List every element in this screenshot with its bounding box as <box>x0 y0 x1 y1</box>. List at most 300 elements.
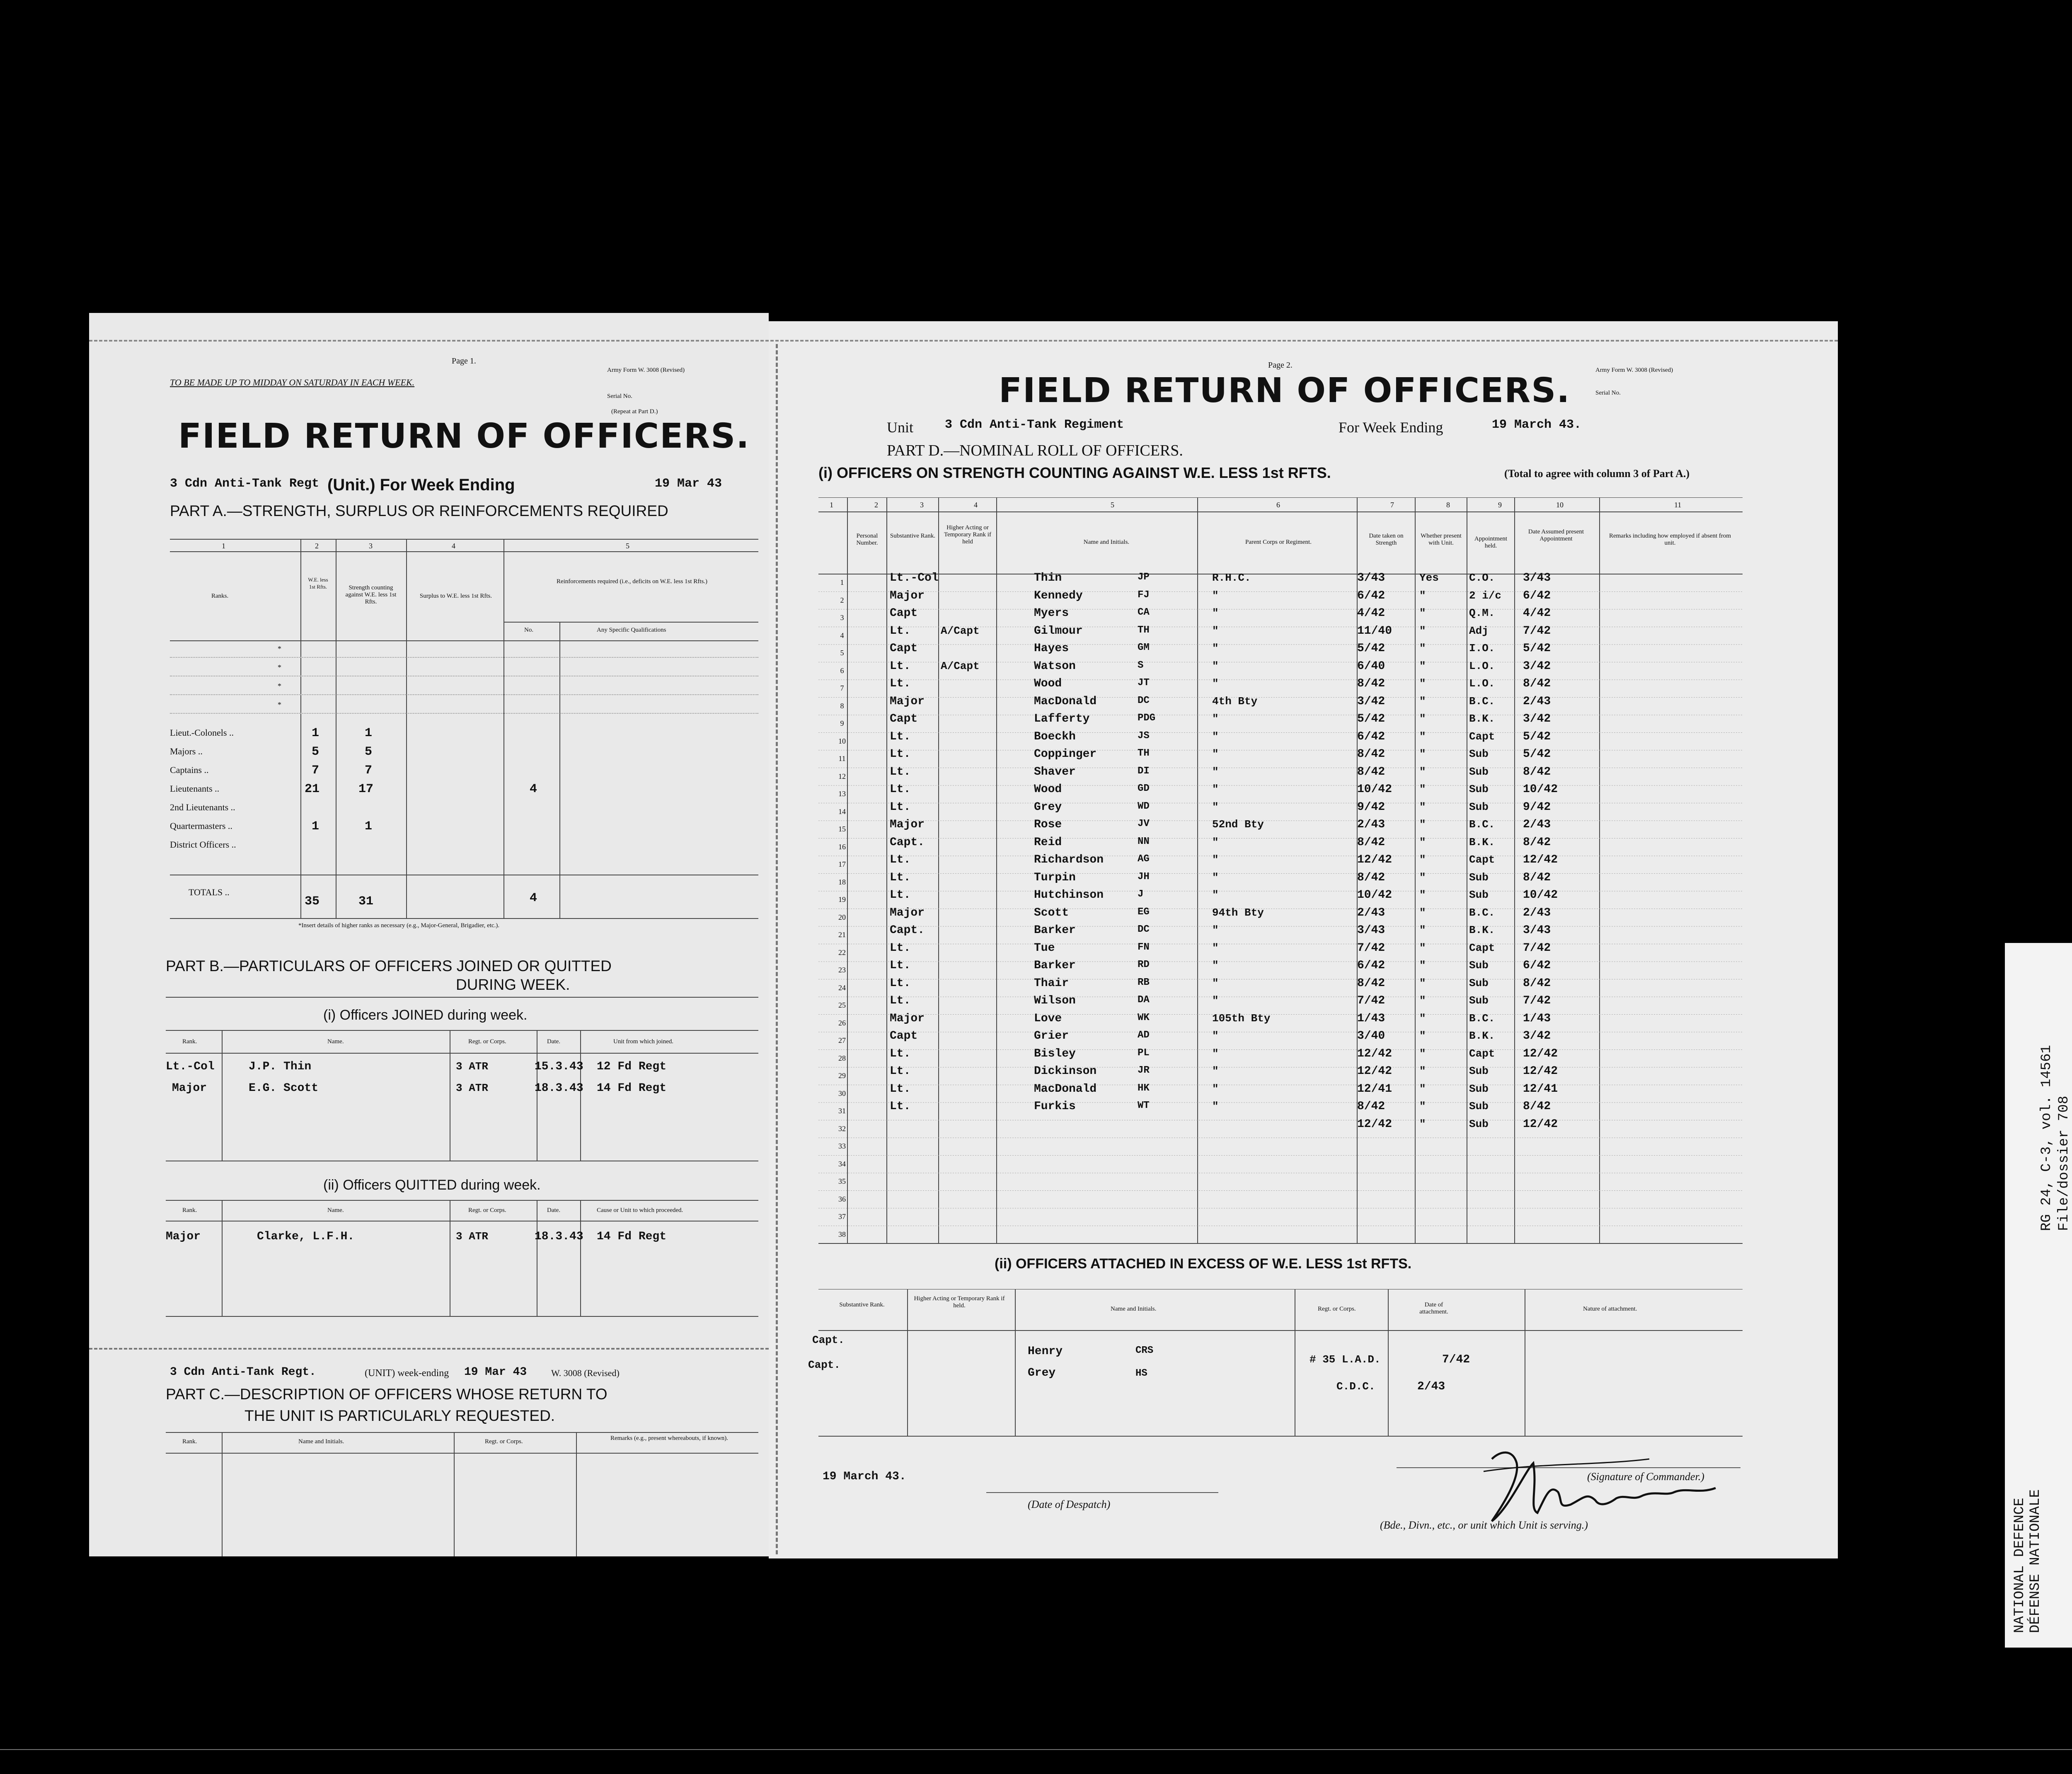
substantive-rank: Capt. <box>890 836 925 849</box>
officer-initials: WK <box>1138 1012 1150 1023</box>
quitted-col-line <box>222 1200 223 1316</box>
date-on-strength: 10/42 <box>1357 783 1392 796</box>
appointment: Sub <box>1469 959 1489 972</box>
unit-label-p2: Unit <box>887 419 914 436</box>
roll-col-number: 1 <box>830 501 833 509</box>
part-b-rule <box>166 997 758 998</box>
date-on-strength: 11/40 <box>1357 624 1392 637</box>
appointment: L.O. <box>1469 677 1495 690</box>
date-on-strength: 12/42 <box>1357 1065 1392 1078</box>
date-on-strength: 7/42 <box>1357 994 1385 1007</box>
page-two-label: Page 2. <box>1268 361 1293 370</box>
officer-name: Lafferty <box>1034 713 1090 725</box>
officer-initials: TH <box>1138 624 1150 636</box>
signature-label: (Signature of Commander.) <box>1587 1471 1704 1483</box>
present-with-unit: " <box>1419 1117 1426 1130</box>
attached-date: 2/43 <box>1417 1380 1445 1393</box>
row-number: 14 <box>838 807 846 816</box>
roll-col-number: 2 <box>874 501 878 509</box>
appointment: B.K. <box>1469 713 1495 725</box>
quitted-header-name: Name. <box>327 1207 344 1214</box>
joined-rank: Lt.-Col <box>166 1060 215 1073</box>
strength-value: 17 <box>358 782 374 796</box>
substantive-rank: Lt. <box>890 659 911 673</box>
perforation-line <box>89 340 1838 342</box>
appointment: B.C. <box>1469 1012 1495 1025</box>
joined-date: 18.3.43 <box>535 1082 583 1095</box>
date-on-strength: 5/42 <box>1357 713 1385 725</box>
part-a-header-rule <box>170 640 758 641</box>
parent-corps: " <box>1212 977 1219 989</box>
part-a-col-number: 4 <box>452 542 455 550</box>
date-assumed: 8/42 <box>1523 765 1551 778</box>
date-assumed: 5/42 <box>1523 642 1551 655</box>
present-with-unit: " <box>1419 713 1426 725</box>
row-number: 35 <box>838 1177 846 1185</box>
row-number: 16 <box>838 842 846 851</box>
totals-we: 35 <box>305 894 320 909</box>
date-assumed: 2/43 <box>1523 906 1551 919</box>
date-on-strength: 12/42 <box>1357 853 1392 866</box>
present-with-unit: " <box>1419 607 1426 619</box>
row-number: 33 <box>838 1142 846 1150</box>
appointment: L.O. <box>1469 659 1495 672</box>
officer-name: Grier <box>1034 1030 1069 1042</box>
asterisk-marker: * <box>278 663 281 671</box>
officer-initials: DI <box>1138 765 1150 777</box>
roll-col-number: 9 <box>1498 501 1502 509</box>
row-rule <box>170 657 758 658</box>
roll-col-number: 4 <box>974 501 978 509</box>
qualifications-header: Any Specific Qualifications <box>597 627 666 633</box>
part-a-subhead-rule <box>170 551 758 552</box>
officer-name: Tue <box>1034 941 1055 955</box>
joined-unit: 14 Fd Regt <box>597 1082 667 1095</box>
appointment: Sub <box>1469 1117 1489 1130</box>
sub-i-heading: (i) OFFICERS ON STRENGTH COUNTING AGAINST W.E. LESS 1st RFTS. <box>818 464 1331 481</box>
appointment: B.K. <box>1469 836 1495 848</box>
rank-label: Captains .. <box>170 765 209 775</box>
present-with-unit: " <box>1419 818 1426 831</box>
reinforcement-no-value: 4 <box>530 782 537 796</box>
asterisk-marker: * <box>278 645 281 653</box>
part-c-perforation <box>89 1348 769 1350</box>
date-assumed: 10/42 <box>1523 889 1558 902</box>
row-number: 23 <box>838 966 846 974</box>
substantive-rank: Lt. <box>890 1065 911 1078</box>
officer-initials: GM <box>1138 642 1150 653</box>
part-a-col-number: 3 <box>369 542 373 550</box>
form-number: Army Form W. 3008 (Revised) <box>607 367 685 373</box>
date-on-strength: 6/40 <box>1357 659 1385 673</box>
date-on-strength: 2/43 <box>1357 906 1385 919</box>
officer-initials: AG <box>1138 853 1150 865</box>
date-on-strength: 12/42 <box>1357 1047 1392 1060</box>
present-with-unit: " <box>1419 1012 1426 1025</box>
attached-header-corps: Regt. or Corps. <box>1318 1306 1356 1312</box>
present-with-unit: Yes <box>1419 572 1439 584</box>
row-number: 13 <box>838 790 846 798</box>
row-number: 5 <box>840 649 844 657</box>
joined-title: (i) Officers JOINED during week. <box>323 1007 528 1023</box>
repeat-note: (Repeat at Part D.) <box>611 408 658 415</box>
row-number: 1 <box>840 578 844 586</box>
appointment: I.O. <box>1469 642 1495 654</box>
date-assumed: 3/42 <box>1523 713 1551 725</box>
date-on-strength: 8/42 <box>1357 871 1385 884</box>
strength-value: 1 <box>365 726 373 740</box>
joined-header-name: Name. <box>327 1038 344 1045</box>
officer-initials: JS <box>1138 730 1150 742</box>
part-a-col-number: 2 <box>315 542 319 550</box>
appointment: B.K. <box>1469 1030 1495 1042</box>
part-c-form: W. 3008 (Revised) <box>551 1368 620 1378</box>
substantive-rank: Lt. <box>890 677 911 690</box>
officer-initials: NN <box>1138 836 1150 847</box>
substantive-rank: Capt <box>890 642 918 655</box>
attached-header-name: Name and Initials. <box>1111 1306 1157 1312</box>
present-with-unit: " <box>1419 783 1426 795</box>
officer-name: Wood <box>1034 677 1062 690</box>
instruction-text: TO BE MADE UP TO MIDDAY ON SATURDAY IN EACH WEEK. <box>170 377 415 388</box>
date-on-strength: 3/43 <box>1357 572 1385 584</box>
parent-corps: " <box>1212 607 1219 619</box>
officer-initials: EG <box>1138 906 1150 918</box>
officer-initials: WD <box>1138 800 1150 812</box>
row-number: 34 <box>838 1159 846 1168</box>
part-a-col-line <box>503 539 504 918</box>
quitted-name: Clarke, L.F.H. <box>257 1230 355 1243</box>
appointment: Sub <box>1469 1082 1489 1095</box>
sub-ii-heading: (ii) OFFICERS ATTACHED IN EXCESS OF W.E. LESS 1st RFTS. <box>995 1256 1412 1272</box>
date-on-strength: 3/43 <box>1357 924 1385 937</box>
substantive-rank: Lt. <box>890 994 911 1007</box>
officer-initials: AD <box>1138 1030 1150 1041</box>
appointment: Capt <box>1469 941 1495 954</box>
roll-col-number: 6 <box>1276 501 1280 509</box>
officer-name: Scott <box>1034 906 1069 919</box>
roll-header-rank: Substantive Rank. <box>890 533 936 539</box>
joined-name: J.P. Thin <box>249 1060 312 1073</box>
fold-line <box>776 344 778 1554</box>
officer-name: Hutchinson <box>1034 889 1104 902</box>
parent-corps: " <box>1212 783 1219 795</box>
substantive-rank: Major <box>890 1012 925 1025</box>
page-two-title: FIELD RETURN OF OFFICERS. <box>999 371 1571 410</box>
date-assumed: 4/42 <box>1523 607 1551 620</box>
date-on-strength: 9/42 <box>1357 800 1385 814</box>
part-a-col-line <box>406 539 407 918</box>
substantive-rank: Lt. <box>890 871 911 884</box>
present-with-unit: " <box>1419 871 1426 884</box>
present-with-unit: " <box>1419 748 1426 760</box>
row-number: 20 <box>838 913 846 921</box>
officer-name: Bisley <box>1034 1047 1076 1060</box>
present-with-unit: " <box>1419 977 1426 989</box>
appointment: B.C. <box>1469 695 1495 708</box>
roll-header-corps: Parent Corps or Regiment. <box>1245 539 1312 545</box>
present-with-unit: " <box>1419 589 1426 602</box>
roll-col-number: 5 <box>1111 501 1114 509</box>
date-assumed: 7/42 <box>1523 994 1551 1007</box>
totals-label: TOTALS .. <box>189 887 230 897</box>
date-assumed: 8/42 <box>1523 1100 1551 1113</box>
roll-header-date: Date taken on Strength <box>1369 533 1404 546</box>
date-assumed: 12/42 <box>1523 1065 1558 1078</box>
date-on-strength: 8/42 <box>1357 677 1385 690</box>
officer-initials: JT <box>1138 677 1150 688</box>
part-a-heading: PART A.—STRENGTH, SURPLUS OR REINFORCEMENTS REQUIRED <box>170 502 668 519</box>
substantive-rank: Lt. <box>890 800 911 814</box>
appointment: 2 i/c <box>1469 589 1502 602</box>
asterisk-marker: * <box>278 700 281 709</box>
attached-header-acting: Higher Acting or Temporary Rank if held. <box>914 1295 1005 1309</box>
appointment: Sub <box>1469 748 1489 760</box>
parent-corps: " <box>1212 994 1219 1007</box>
appointment: Adj <box>1469 624 1489 637</box>
we-value: 1 <box>312 819 320 834</box>
present-with-unit: " <box>1419 889 1426 901</box>
totals-no: 4 <box>530 891 537 905</box>
officer-name: Hayes <box>1034 642 1069 655</box>
officer-name: Love <box>1034 1012 1062 1025</box>
joined-col-line <box>580 1030 581 1161</box>
joined-corps: 3 ATR <box>456 1060 489 1073</box>
row-number: 28 <box>838 1054 846 1062</box>
part-b-heading-cont: DURING WEEK. <box>456 976 570 993</box>
row-number: 12 <box>838 772 846 780</box>
parent-corps: 52nd Bty <box>1212 818 1264 831</box>
officer-name: Barker <box>1034 924 1076 937</box>
date-on-strength: 5/42 <box>1357 642 1385 655</box>
joined-name: E.G. Scott <box>249 1082 319 1095</box>
substantive-rank: Major <box>890 818 925 831</box>
parent-corps: " <box>1212 871 1219 884</box>
officer-initials: RD <box>1138 959 1150 970</box>
row-number: 10 <box>838 737 846 745</box>
joined-header-rank: Rank. <box>182 1038 197 1045</box>
appointment: Sub <box>1469 977 1489 989</box>
parent-corps: R.H.C. <box>1212 572 1251 584</box>
joined-unit: 12 Fd Regt <box>597 1060 667 1073</box>
row-number: 3 <box>840 613 844 622</box>
part-c-unit-label: (UNIT) week-ending <box>365 1368 449 1379</box>
roll-col-number: 8 <box>1446 501 1450 509</box>
parent-corps: " <box>1212 959 1219 972</box>
appointment: Sub <box>1469 800 1489 813</box>
officer-initials: DC <box>1138 924 1150 935</box>
part-d-heading: PART D.—NOMINAL ROLL OF OFFICERS. <box>887 442 1183 459</box>
present-with-unit: " <box>1419 941 1426 954</box>
week-label-p2: For Week Ending <box>1339 419 1443 436</box>
officer-name: Barker <box>1034 959 1076 972</box>
date-on-strength: 12/42 <box>1357 1117 1392 1131</box>
attached-header-date: Date of attachment. <box>1419 1301 1448 1315</box>
appointment: Q.M. <box>1469 607 1495 619</box>
quitted-header-rank: Rank. <box>182 1207 197 1214</box>
we-value: 1 <box>312 726 320 740</box>
ranks-header: Ranks. <box>211 593 229 599</box>
officer-name: Wood <box>1034 783 1062 796</box>
joined-col-line <box>222 1030 223 1161</box>
part-a-no-rule <box>503 622 758 623</box>
officer-initials: J <box>1138 889 1144 900</box>
no-header: No. <box>524 627 534 633</box>
we-value: 5 <box>312 745 320 759</box>
date-on-strength: 3/40 <box>1357 1030 1385 1042</box>
joined-date: 15.3.43 <box>535 1060 583 1073</box>
substantive-rank: Capt <box>890 607 918 620</box>
roll-header-present: Whether present with Unit. <box>1421 533 1462 546</box>
acting-rank: A/Capt <box>941 624 980 637</box>
attached-rank: Capt. <box>808 1359 841 1371</box>
row-number: 37 <box>838 1212 846 1221</box>
part-c-header-name: Name and Initials. <box>298 1438 344 1445</box>
date-on-strength: 1/43 <box>1357 1012 1385 1025</box>
present-with-unit: " <box>1419 677 1426 690</box>
appointment: Capt <box>1469 1047 1495 1060</box>
archive-reference-line: RG 24, C-3, vol. 14561 <box>2039 1045 2055 1231</box>
row-number: 30 <box>838 1089 846 1098</box>
present-with-unit: " <box>1419 924 1426 936</box>
asterisk-marker: * <box>278 682 281 690</box>
joined-rank: Major <box>172 1082 207 1095</box>
row-number: 11 <box>838 754 846 763</box>
quitted-title: (ii) Officers QUITTED during week. <box>323 1177 541 1193</box>
date-on-strength: 8/42 <box>1357 977 1385 990</box>
date-on-strength: 4/42 <box>1357 607 1385 620</box>
parent-corps: " <box>1212 1047 1219 1060</box>
page-one-label: Page 1. <box>452 356 476 366</box>
roll-col-number: 7 <box>1390 501 1394 509</box>
officer-name: MacDonald <box>1034 1082 1097 1095</box>
quitted-header-corps: Regt. or Corps. <box>468 1207 506 1214</box>
part-c-header-rank: Rank. <box>182 1438 197 1445</box>
quitted-col-line <box>580 1200 581 1316</box>
officer-initials: RB <box>1138 977 1150 988</box>
joined-rule <box>166 1030 758 1031</box>
officer-name: Shaver <box>1034 765 1076 778</box>
parent-corps: 105th Bty <box>1212 1012 1271 1025</box>
appointment: Capt <box>1469 853 1495 866</box>
row-number: 19 <box>838 895 846 904</box>
rank-label: 2nd Lieutenants .. <box>170 802 235 812</box>
row-number: 27 <box>838 1036 846 1045</box>
part-c-heading: PART C.—DESCRIPTION OF OFFICERS WHOSE RETURN TO <box>166 1386 608 1403</box>
part-a-top-rule <box>170 539 758 540</box>
appointment: Sub <box>1469 783 1489 795</box>
rank-label: Quartermasters .. <box>170 821 232 831</box>
officer-name: MacDonald <box>1034 695 1097 708</box>
we-header: W.E. less 1st Rfts. <box>308 577 328 590</box>
row-number: 25 <box>838 1001 846 1009</box>
date-assumed: 12/42 <box>1523 1117 1558 1131</box>
substantive-rank: Lt. <box>890 1047 911 1060</box>
officer-initials: S <box>1138 659 1144 671</box>
part-c-header-remarks: Remarks (e.g., present whereabouts, if known). <box>610 1435 729 1442</box>
week-ending-value: 19 Mar 43 <box>655 477 722 491</box>
row-number: 9 <box>840 719 844 727</box>
officer-initials: CA <box>1138 607 1150 618</box>
officer-initials: PDG <box>1138 713 1156 724</box>
parent-corps: " <box>1212 765 1219 778</box>
substantive-rank: Lt. <box>890 783 911 796</box>
present-with-unit: " <box>1419 1082 1426 1095</box>
officer-name: Gilmour <box>1034 624 1083 637</box>
row-number: 22 <box>838 948 846 957</box>
attached-header-rank: Substantive Rank. <box>839 1301 885 1308</box>
quitted-bottom-rule <box>166 1316 758 1317</box>
sub-i-note: (Total to agree with column 3 of Part A.) <box>1504 468 1690 480</box>
parent-corps: " <box>1212 1100 1219 1112</box>
date-on-strength: 8/42 <box>1357 765 1385 778</box>
date-on-strength: 10/42 <box>1357 889 1392 902</box>
present-with-unit: " <box>1419 836 1426 848</box>
row-number: 4 <box>840 631 844 640</box>
row-number: 8 <box>840 701 844 710</box>
attached-name: Henry <box>1028 1345 1063 1358</box>
roll-header-appointment: Appointment held. <box>1474 536 1508 549</box>
officer-name: Furkis <box>1034 1100 1076 1113</box>
officer-initials: FN <box>1138 941 1150 953</box>
date-on-strength: 8/42 <box>1357 836 1385 849</box>
acting-rank: A/Capt <box>941 659 980 672</box>
parent-corps: " <box>1212 624 1219 637</box>
parent-corps: " <box>1212 748 1219 760</box>
part-c-header-rule <box>166 1453 758 1454</box>
officer-initials: PL <box>1138 1047 1150 1059</box>
date-assumed: 8/42 <box>1523 836 1551 849</box>
officer-name: Richardson <box>1034 853 1104 866</box>
officer-name: Wilson <box>1034 994 1076 1007</box>
row-number: 36 <box>838 1195 846 1203</box>
despatch-date: 19 March 43. <box>823 1470 906 1483</box>
quitted-rule <box>166 1200 758 1201</box>
row-number: 31 <box>838 1107 846 1115</box>
parent-corps: " <box>1212 1082 1219 1095</box>
part-c-unit: 3 Cdn Anti-Tank Regt. <box>170 1366 316 1379</box>
present-with-unit: " <box>1419 1100 1426 1112</box>
row-number: 26 <box>838 1018 846 1027</box>
joined-corps: 3 ATR <box>456 1082 489 1094</box>
date-on-strength: 2/43 <box>1357 818 1385 831</box>
date-assumed: 8/42 <box>1523 677 1551 690</box>
row-number: 21 <box>838 931 846 939</box>
attached-header-nature: Nature of attachment. <box>1583 1306 1637 1312</box>
strength-value: 5 <box>365 745 373 759</box>
date-on-strength: 6/42 <box>1357 730 1385 743</box>
row-number: 24 <box>838 983 846 992</box>
roll-header-personal: Personal Number. <box>856 533 878 546</box>
roll-col-number: 3 <box>920 501 924 509</box>
officer-initials: WT <box>1138 1100 1150 1111</box>
quitted-rank: Major <box>166 1230 201 1243</box>
substantive-rank: Major <box>890 695 925 708</box>
quitted-header-date: Date. <box>547 1207 561 1214</box>
surplus-header: Surplus to W.E. less 1st Rfts. <box>419 593 492 599</box>
roll-header-assumed: Date Assumed present Appointment <box>1528 528 1584 542</box>
part-c-rule <box>166 1432 758 1433</box>
date-assumed: 8/42 <box>1523 871 1551 884</box>
substantive-rank: Capt. <box>890 924 925 937</box>
roll-col-number: 10 <box>1556 501 1564 509</box>
parent-corps: 4th Bty <box>1212 695 1258 708</box>
date-assumed: 7/42 <box>1523 941 1551 955</box>
commander-signature <box>1475 1447 1732 1529</box>
date-assumed: 8/42 <box>1523 977 1551 990</box>
present-with-unit: " <box>1419 959 1426 972</box>
officer-initials: DA <box>1138 994 1150 1006</box>
